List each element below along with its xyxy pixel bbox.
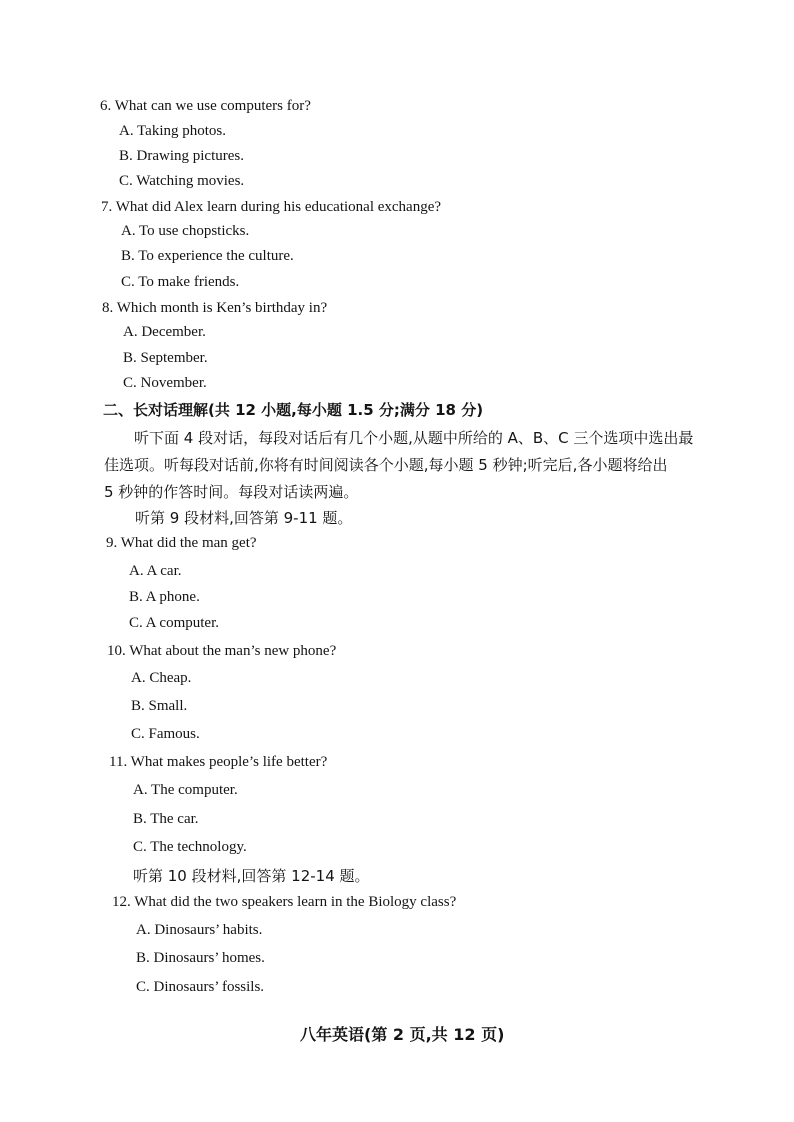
question-7-option-c: C. To make friends. — [121, 274, 240, 290]
question-8-option-a: A. December. — [123, 324, 206, 340]
question-12-option-b: B. Dinosaurs’ homes. — [136, 950, 265, 966]
question-8-option-b: B. September. — [123, 350, 208, 366]
question-6-option-b: B. Drawing pictures. — [119, 148, 244, 164]
question-11-stem: 11. What makes people’s life better? — [109, 754, 328, 770]
question-6-option-a: A. Taking photos. — [119, 123, 227, 139]
question-10-option-c: C. Famous. — [131, 726, 200, 742]
question-8-stem: 8. Which month is Ken’s birthday in? — [102, 300, 328, 316]
question-7-option-a: A. To use chopsticks. — [121, 223, 250, 239]
section-2-instructions-line-3: 5 秒钟的作答时间。每段对话读两遍。 — [104, 483, 359, 501]
passage-9-intro: 听第 9 段材料,回答第 9-11 题。 — [135, 509, 353, 527]
question-10-option-b: B. Small. — [131, 698, 188, 714]
question-12-option-a: A. Dinosaurs’ habits. — [136, 922, 263, 938]
question-6-option-c: C. Watching movies. — [119, 173, 245, 189]
question-9-stem: 9. What did the man get? — [106, 535, 257, 551]
page-footer: 八年英语(第 2 页,共 12 页) — [300, 1025, 505, 1044]
question-9-option-b: B. A phone. — [129, 589, 200, 605]
question-11-option-c: C. The technology. — [133, 839, 247, 855]
question-9-option-c: C. A computer. — [129, 615, 219, 631]
question-7-option-b: B. To experience the culture. — [121, 248, 294, 264]
section-2-heading: 二、长对话理解(共 12 小题,每小题 1.5 分;满分 18 分) — [103, 401, 484, 419]
question-10-option-a: A. Cheap. — [131, 670, 192, 686]
question-8-option-c: C. November. — [123, 375, 207, 391]
question-12-stem: 12. What did the two speakers learn in the Biology class? — [112, 894, 457, 910]
question-12-option-c: C. Dinosaurs’ fossils. — [136, 979, 265, 995]
section-2-instructions-line-1: 听下面 4 段对话，每段对话后有几个小题,从题中所给的 A、B、C 三个选项中选出最 — [134, 429, 694, 447]
question-9-option-a: A. A car. — [129, 563, 182, 579]
question-7-stem: 7. What did Alex learn during his educational exchange? — [101, 199, 442, 215]
question-11-option-b: B. The car. — [133, 811, 199, 827]
passage-10-intro: 听第 10 段材料,回答第 12-14 题。 — [133, 867, 370, 885]
question-6-stem: 6. What can we use computers for? — [100, 98, 311, 114]
section-2-instructions-line-2: 佳选项。听每段对话前,你将有时间阅读各个小题,每小题 5 秒钟;听完后,各小题将给出 — [104, 456, 668, 474]
question-11-option-a: A. The computer. — [133, 782, 238, 798]
question-10-stem: 10. What about the man’s new phone? — [107, 643, 337, 659]
